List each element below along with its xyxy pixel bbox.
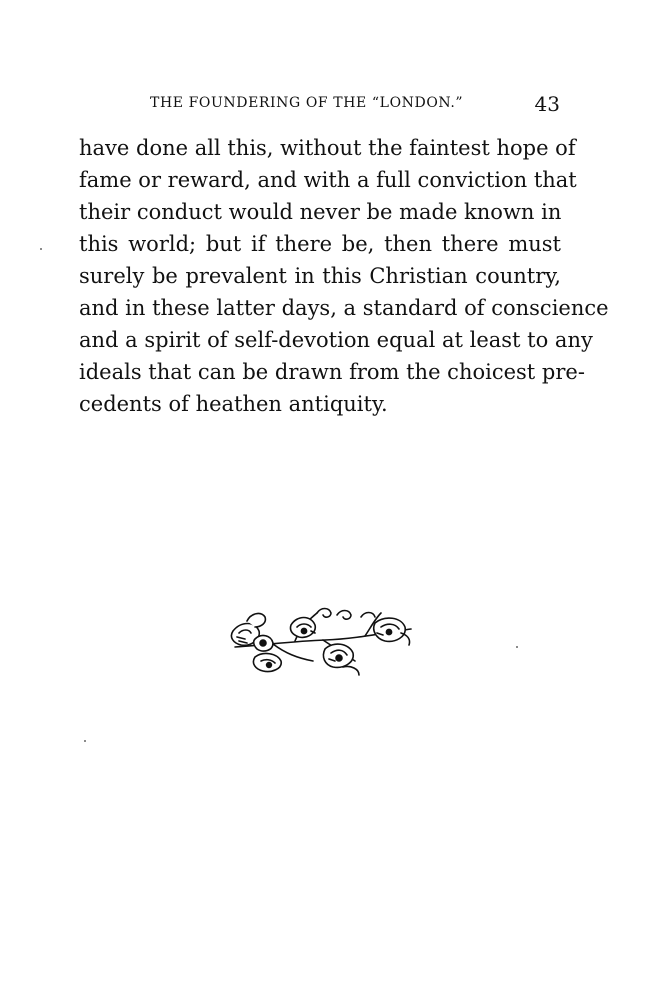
text-line: have done all this, without the faintest hope of — [79, 136, 576, 160]
running-title: THE FOUNDERING OF THE “LONDON.” — [150, 95, 464, 111]
print-speck — [40, 248, 42, 250]
text-line: this world; but if there be, then there must — [79, 232, 561, 256]
print-speck — [84, 740, 86, 742]
text-line: fame or reward, and with a full conviction that — [79, 168, 577, 192]
text-line: cedents of heathen antiquity. — [79, 392, 388, 416]
body-paragraph — [79, 132, 609, 420]
text-line: ideals that can be drawn from the choicest pre- — [79, 360, 585, 384]
text-line: and in these latter days, a standard of conscience — [79, 296, 609, 320]
running-head — [150, 92, 560, 116]
text-line: their conduct would never be made known in — [79, 200, 562, 224]
text-line: surely be prevalent in this Christian country, — [79, 264, 561, 288]
text-line: and a spirit of self-devotion equal at least to any — [79, 328, 593, 352]
print-speck — [516, 646, 518, 648]
page-number: 43 — [534, 92, 560, 116]
floral-tailpiece-icon — [225, 603, 415, 679]
